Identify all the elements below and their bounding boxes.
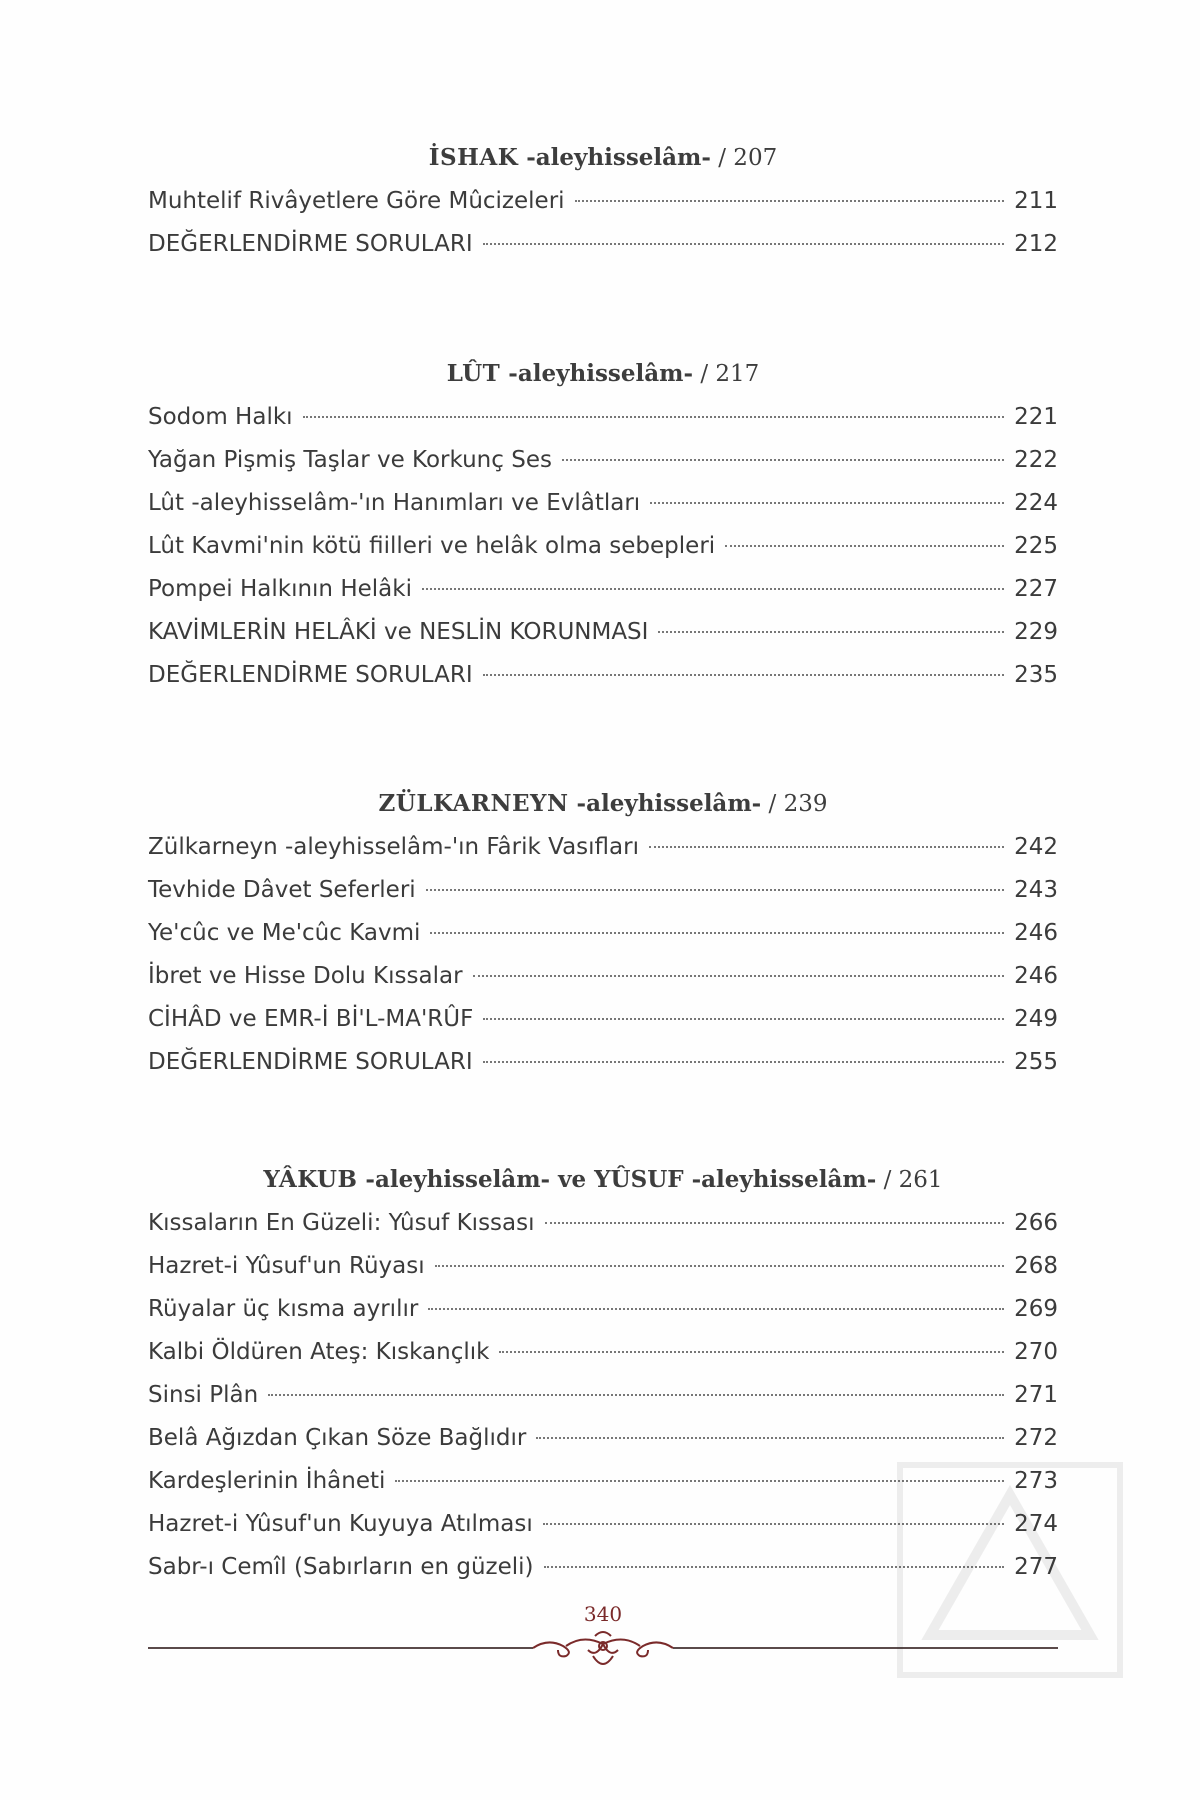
page-number: 340 [583, 1602, 623, 1626]
dot-leader [499, 1351, 1004, 1353]
toc-entry [148, 1374, 1058, 1417]
dot-leader [483, 1061, 1004, 1063]
toc-entry [148, 482, 1058, 525]
toc-entry-page: 274 [1014, 1511, 1058, 1537]
toc-entry-title: DEĞERLENDİRME SORULARI [148, 1049, 473, 1075]
toc-entry-page: 271 [1014, 1382, 1058, 1408]
toc-entry-title: Hazret-i Yûsuf'un Kuyuya Atılması [148, 1511, 533, 1537]
dot-leader [483, 243, 1004, 245]
toc-entry-title: Zülkarneyn -aleyhisselâm-'ın Fârik Vasıfları [148, 834, 639, 860]
section-page-ref: / 261 [876, 1167, 943, 1193]
section-suffix: -aleyhisselâm- [500, 360, 694, 387]
section-name: İSHAK [428, 144, 519, 171]
toc-entry-title: Kıssaların En Güzeli: Yûsuf Kıssası [148, 1210, 535, 1236]
toc-entry [148, 1245, 1058, 1288]
dot-leader [435, 1265, 1004, 1267]
section-heading [148, 1158, 1058, 1202]
toc-entry-title: Muhtelif Rivâyetlere Göre Mûcizeleri [148, 188, 565, 214]
toc-entry [148, 396, 1058, 439]
toc-entry-title: Sodom Halkı [148, 404, 293, 430]
section-heading [148, 136, 1058, 180]
toc-entry-page: 246 [1014, 920, 1058, 946]
toc-entry-page: 229 [1014, 619, 1058, 645]
toc-entry-title: Ye'cûc ve Me'cûc Kavmi [148, 920, 421, 946]
toc-entry [148, 912, 1058, 955]
toc-entry [148, 955, 1058, 998]
toc-section-lut [148, 352, 1058, 697]
section-name: LÛT [446, 360, 501, 387]
toc-entry-title: Sinsi Plân [148, 1382, 259, 1408]
dot-leader [428, 1308, 1004, 1310]
toc-entry [148, 654, 1058, 697]
toc-entry-page: 273 [1014, 1468, 1058, 1494]
dot-leader [483, 674, 1004, 676]
toc-entry-page: 211 [1014, 188, 1058, 214]
toc-entry-page: 227 [1014, 576, 1058, 602]
toc-entry-page: 243 [1014, 877, 1058, 903]
dot-leader [422, 588, 1004, 590]
toc-entry-page: 242 [1014, 834, 1058, 860]
dot-leader [562, 459, 1004, 461]
toc-entry [148, 439, 1058, 482]
toc-entry-title: DEĞERLENDİRME SORULARI [148, 662, 473, 688]
section-suffix: -aleyhisselâm- [568, 790, 762, 817]
toc-section-ishak [148, 136, 1058, 266]
toc-entry [148, 611, 1058, 654]
toc-entry-page: 277 [1014, 1554, 1058, 1580]
toc-entry-page: 268 [1014, 1253, 1058, 1279]
toc-entry [148, 1288, 1058, 1331]
dot-leader [545, 1222, 1005, 1224]
section-name: YÂKUB [263, 1166, 358, 1193]
dot-leader [426, 889, 1004, 891]
section-page-ref: / 217 [693, 361, 760, 387]
toc-entry [148, 869, 1058, 912]
section-suffix: -aleyhisselâm- ve YÛSUF -aleyhisselâm- [357, 1166, 877, 1193]
dot-leader [650, 502, 1004, 504]
dot-leader [649, 846, 1004, 848]
toc-entry-title: Belâ Ağızdan Çıkan Söze Bağlıdır [148, 1425, 527, 1451]
toc-entry-title: DEĞERLENDİRME SORULARI [148, 231, 473, 257]
dot-leader [430, 932, 1004, 934]
toc-entry-title: Kalbi Öldüren Ateş: Kıskançlık [148, 1339, 490, 1365]
section-page-ref: / 207 [710, 145, 778, 171]
toc-entry-page: 222 [1014, 447, 1058, 473]
section-heading [148, 352, 1058, 396]
toc-entry-page: 212 [1014, 231, 1058, 257]
toc-entry-title: Pompei Halkının Helâki [148, 576, 412, 602]
toc-entry-title: KAVİMLERİN HELÂKİ ve NESLİN KORUNMASI [148, 619, 649, 645]
toc-entry [148, 525, 1058, 568]
toc-entry-title: Lût -aleyhisselâm-'ın Hanımları ve Evlâtları [148, 490, 641, 516]
section-heading [148, 782, 1058, 826]
toc-entry-title: CİHÂD ve EMR-İ Bİ'L-MA'RÛF [148, 1006, 474, 1032]
toc-entry-title: Hazret-i Yûsuf'un Rüyası [148, 1253, 425, 1279]
dot-leader [658, 631, 1004, 633]
toc-entry-page: 266 [1014, 1210, 1058, 1236]
toc-entry-title: Lût Kavmi'nin kötü fiilleri ve helâk olma sebepleri [148, 533, 716, 559]
section-name: ZÜLKARNEYN [378, 790, 569, 817]
dot-leader [536, 1437, 1004, 1439]
toc-entry [148, 568, 1058, 611]
dot-leader [303, 416, 1005, 418]
section-suffix: -aleyhisselâm- [518, 144, 711, 171]
toc-entry [148, 1331, 1058, 1374]
toc-entry-page: 255 [1014, 1049, 1058, 1075]
toc-entry-page: 272 [1014, 1425, 1058, 1451]
toc-entry [148, 826, 1058, 869]
toc-entry [148, 223, 1058, 266]
toc-entry-title: Sabr-ı Cemîl (Sabırların en güzeli) [148, 1554, 534, 1580]
toc-entry-title: Rüyalar üç kısma ayrılır [148, 1296, 419, 1322]
dot-leader [473, 975, 1005, 977]
toc-entry [148, 1202, 1058, 1245]
dot-leader [575, 200, 1005, 202]
toc-entry-page: 269 [1014, 1296, 1058, 1322]
toc-entry-page: 270 [1014, 1339, 1058, 1365]
toc-entry-page: 235 [1014, 662, 1058, 688]
toc-entry-page: 249 [1014, 1006, 1058, 1032]
toc-entry-page: 246 [1014, 963, 1058, 989]
toc-entry-title: Kardeşlerinin İhâneti [148, 1468, 386, 1494]
toc-entry-page: 225 [1014, 533, 1058, 559]
dot-leader [268, 1394, 1004, 1396]
section-page-ref: / 239 [761, 791, 828, 817]
toc-entry [148, 998, 1058, 1041]
watermark-logo-icon [890, 1455, 1130, 1685]
toc-entry-page: 221 [1014, 404, 1058, 430]
toc-entry-title: Tevhide Dâvet Seferleri [148, 877, 416, 903]
toc-entry [148, 1417, 1058, 1460]
dot-leader [725, 545, 1004, 547]
toc-entry-title: İbret ve Hisse Dolu Kıssalar [148, 963, 463, 989]
toc-entry-page: 224 [1014, 490, 1058, 516]
toc-section-zulkarneyn [148, 782, 1058, 1084]
dot-leader [483, 1018, 1004, 1020]
toc-entry [148, 1041, 1058, 1084]
toc-entry [148, 180, 1058, 223]
toc-entry-title: Yağan Pişmiş Taşlar ve Korkunç Ses [148, 447, 552, 473]
